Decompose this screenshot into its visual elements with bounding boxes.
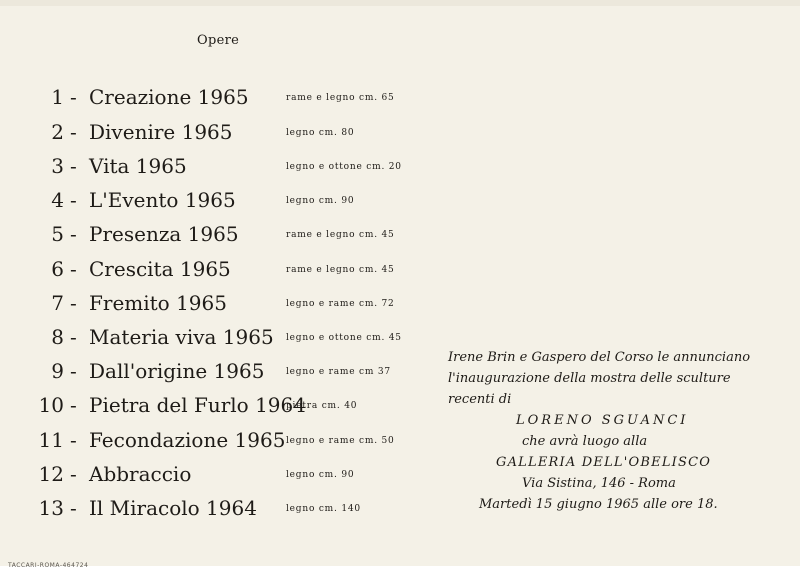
- separator-dash: -: [70, 291, 77, 315]
- work-material: legno e rame cm. 72: [286, 299, 395, 309]
- separator-dash: -: [70, 496, 77, 520]
- opening-date: Martedì 15 giugno 1965 alle ore 18.: [479, 497, 718, 512]
- work-number: 13: [38, 496, 64, 520]
- artist-name: LORENO SGUANCI: [516, 413, 689, 428]
- work-row: [0, 85, 420, 119]
- work-title: Dall'origine 1965: [89, 359, 265, 383]
- work-title: Pietra del Furlo 1964: [89, 393, 306, 417]
- work-material: pietra cm. 40: [286, 401, 358, 411]
- work-row: [0, 393, 420, 427]
- work-row: [0, 359, 420, 393]
- work-material: legno cm. 80: [286, 128, 355, 138]
- invitation-line: recenti di: [448, 392, 512, 407]
- work-title: Divenire 1965: [89, 120, 233, 144]
- works-heading: Opere: [197, 33, 240, 48]
- work-material: legno e rame cm 37: [286, 367, 391, 377]
- gallery-address: Via Sistina, 146 - Roma: [522, 476, 676, 491]
- work-number: 5: [51, 222, 64, 246]
- work-row: [0, 462, 420, 496]
- work-number: 1: [51, 85, 64, 109]
- printer-imprint: TACCARI-ROMA-464724: [8, 562, 89, 569]
- work-material: rame e legno cm. 45: [286, 265, 395, 275]
- work-number: 7: [51, 291, 64, 315]
- work-number: 4: [51, 188, 64, 212]
- invitation-line: l'inaugurazione della mostra delle sculture: [448, 371, 731, 386]
- separator-dash: -: [70, 120, 77, 144]
- work-row: [0, 291, 420, 325]
- separator-dash: -: [70, 462, 77, 486]
- work-row: [0, 428, 420, 462]
- work-row: [0, 120, 420, 154]
- work-number: 3: [51, 154, 64, 178]
- gallery-name: GALLERIA DELL'OBELISCO: [496, 455, 712, 470]
- work-material: legno e rame cm. 50: [286, 436, 395, 446]
- work-title: Vita 1965: [89, 154, 187, 178]
- work-number: 6: [51, 257, 64, 281]
- separator-dash: -: [70, 85, 77, 109]
- separator-dash: -: [70, 257, 77, 281]
- work-number: 2: [51, 120, 64, 144]
- work-row: [0, 325, 420, 359]
- separator-dash: -: [70, 393, 77, 417]
- work-row: [0, 188, 420, 222]
- separator-dash: -: [70, 154, 77, 178]
- work-material: legno cm. 90: [286, 196, 355, 206]
- work-row: [0, 496, 420, 530]
- work-number: 11: [38, 428, 64, 452]
- separator-dash: -: [70, 359, 77, 383]
- work-title: Presenza 1965: [89, 222, 239, 246]
- work-material: rame e legno cm. 45: [286, 230, 395, 240]
- work-material: legno cm. 90: [286, 470, 355, 480]
- separator-dash: -: [70, 325, 77, 349]
- work-material: legno e ottone cm. 45: [286, 333, 402, 343]
- work-title: L'Evento 1965: [89, 188, 236, 212]
- work-number: 12: [38, 462, 64, 486]
- work-row: [0, 154, 420, 188]
- work-title: Fremito 1965: [89, 291, 227, 315]
- work-row: [0, 222, 420, 256]
- work-material: legno e ottone cm. 20: [286, 162, 402, 172]
- work-title: Materia viva 1965: [89, 325, 274, 349]
- work-title: Fecondazione 1965: [89, 428, 286, 452]
- invitation-text: [448, 347, 768, 515]
- work-number: 8: [51, 325, 64, 349]
- separator-dash: -: [70, 222, 77, 246]
- work-row: [0, 257, 420, 291]
- invitation-line: che avrà luogo alla: [522, 434, 648, 449]
- work-material: rame e legno cm. 65: [286, 93, 395, 103]
- work-title: Crescita 1965: [89, 257, 231, 281]
- work-title: Il Miracolo 1964: [89, 496, 257, 520]
- work-number: 10: [38, 393, 64, 417]
- separator-dash: -: [70, 188, 77, 212]
- work-title: Creazione 1965: [89, 85, 249, 109]
- work-material: legno cm. 140: [286, 504, 361, 514]
- invitation-line: Irene Brin e Gaspero del Corso le annunciano: [448, 350, 751, 365]
- work-title: Abbraccio: [89, 462, 192, 486]
- separator-dash: -: [70, 428, 77, 452]
- work-number: 9: [51, 359, 64, 383]
